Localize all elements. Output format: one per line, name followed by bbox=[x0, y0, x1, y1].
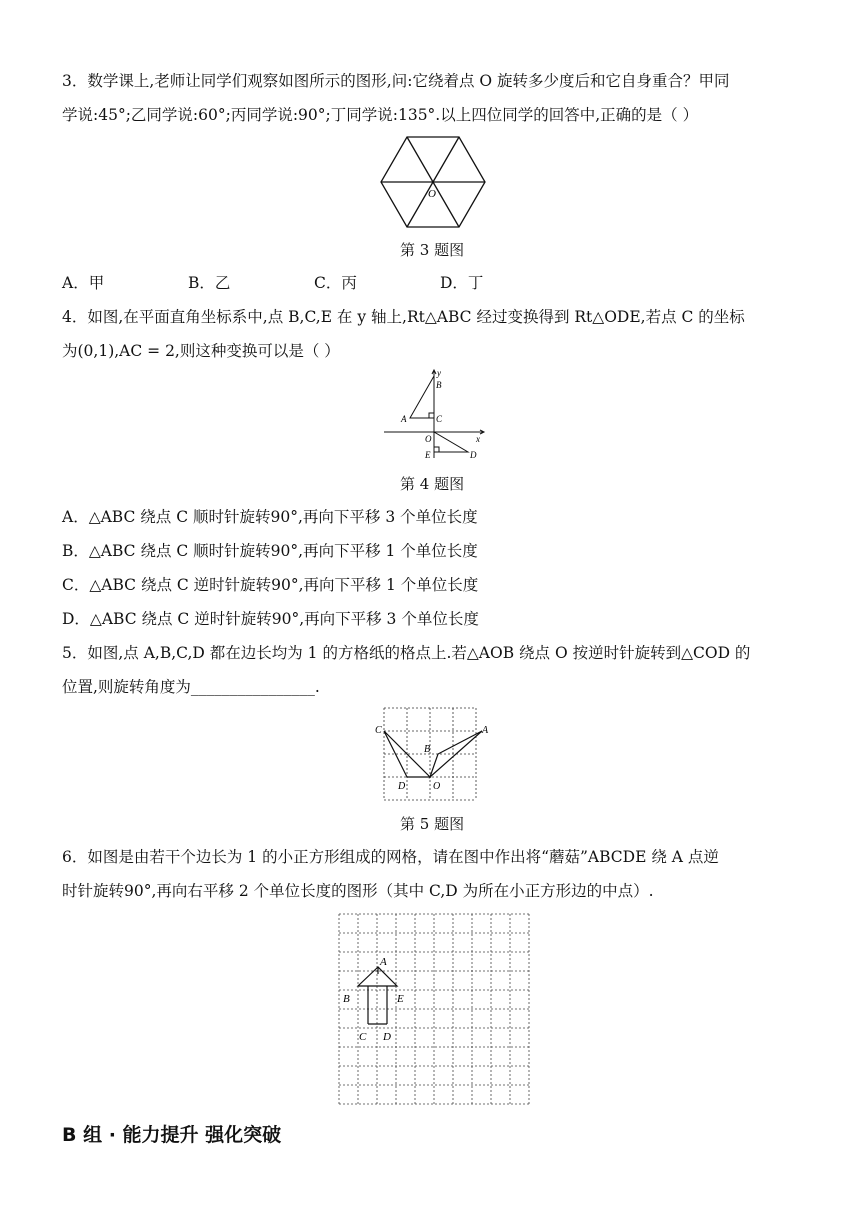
q4-label-c: C bbox=[436, 414, 443, 424]
q4-option-d: D．△ABC 绕点 C 逆时针旋转90°,再向下平移 3 个单位长度 bbox=[62, 610, 479, 628]
q3-option-c: C．丙 bbox=[314, 274, 357, 292]
q4-option-c: C．△ABC 绕点 C 逆时针旋转90°,再向下平移 1 个单位长度 bbox=[62, 576, 479, 594]
q6-grid-figure bbox=[335, 910, 531, 1106]
q3-option-a: A．甲 bbox=[62, 274, 105, 292]
q3-option-b: B．乙 bbox=[188, 274, 231, 292]
q6-label-e: E bbox=[397, 993, 404, 1005]
q6-label-a: A bbox=[380, 956, 387, 968]
q4-label-a: A bbox=[401, 414, 407, 424]
q3-text-line2: 学说:45°;乙同学说:60°;丙同学说:90°;丁同学说:135°.以上四位同学的回答中,正确的是（ ） bbox=[62, 106, 699, 124]
q5-caption: 第 5 题图 bbox=[400, 815, 465, 833]
q5-label-b: B bbox=[424, 744, 431, 755]
section-heading-b: B 组 · 能力提升 强化突破 bbox=[62, 1124, 282, 1146]
q5-text-line1: 5．如图,点 A,B,C,D 都在边长均为 1 的方格纸的格点上.若△AOB 绕点 O 按逆时针旋转到△COD 的 bbox=[62, 644, 751, 662]
q6-label-b: B bbox=[343, 993, 350, 1005]
q5-label-d: D bbox=[398, 781, 406, 792]
q3-option-d: D．丁 bbox=[440, 274, 484, 292]
q4-label-y: y bbox=[437, 368, 441, 378]
q4-option-a: A．△ABC 绕点 C 顺时针旋转90°,再向下平移 3 个单位长度 bbox=[62, 508, 478, 526]
q5-label-o: O bbox=[433, 781, 441, 792]
q4-text-line2: 为(0,1),AC = 2,则这种变换可以是（ ） bbox=[62, 342, 340, 360]
q4-label-d: D bbox=[470, 450, 477, 460]
q6-label-c: C bbox=[359, 1031, 367, 1043]
q6-text-line2: 时针旋转90°,再向右平移 2 个单位长度的图形（其中 C,D 为所在小正方形边的中点）. bbox=[62, 882, 654, 900]
q3-hexagon-figure bbox=[376, 134, 490, 232]
q4-label-b: B bbox=[436, 380, 442, 390]
q6-label-d: D bbox=[383, 1031, 391, 1043]
q5-text-line2: 位置,则旋转角度为________________. bbox=[62, 678, 320, 696]
q3-text-line1: 3．数学课上,老师让同学们观察如图所示的图形,问:它绕着点 O 旋转多少度后和它自身重合？甲同 bbox=[62, 72, 730, 90]
q4-text-line1: 4．如图,在平面直角坐标系中,点 B,C,E 在 y 轴上,Rt△ABC 经过变换得到 Rt△ODE,若点 C 的坐标 bbox=[62, 308, 745, 326]
q3-point-o-label: O bbox=[428, 188, 436, 200]
q4-caption: 第 4 题图 bbox=[400, 475, 465, 493]
q5-label-c: C bbox=[375, 725, 382, 736]
q4-label-o: O bbox=[425, 434, 432, 444]
q4-option-b: B．△ABC 绕点 C 顺时针旋转90°,再向下平移 1 个单位长度 bbox=[62, 542, 478, 560]
q4-label-x: x bbox=[476, 434, 480, 444]
q6-text-line1: 6．如图是由若干个边长为 1 的小正方形组成的网格，请在图中作出将“蘑菇”ABCDE 绕 A 点逆 bbox=[62, 848, 719, 866]
q5-label-a: A bbox=[482, 725, 489, 736]
q4-label-e: E bbox=[425, 450, 431, 460]
q5-grid-figure bbox=[372, 704, 490, 806]
q4-coordinate-figure bbox=[380, 366, 490, 462]
q3-caption: 第 3 题图 bbox=[400, 241, 465, 259]
